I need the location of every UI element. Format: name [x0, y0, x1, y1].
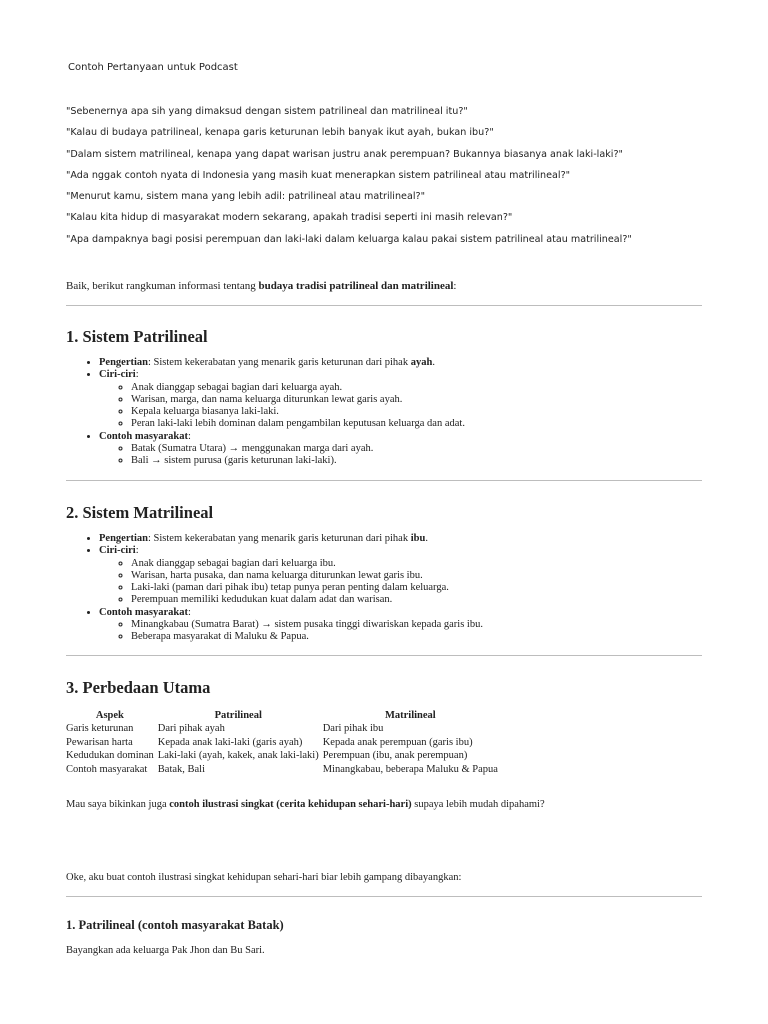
intro-paragraph: Baik, berikut rangkuman informasi tentang budaya tradisi patrilineal dan matrilineal:	[66, 280, 457, 292]
ciri-sublist	[99, 382, 465, 431]
list-item: ◦ Warisan, harta pusaka, dan nama keluarga diturunkan lewat garis ibu.	[131, 570, 483, 582]
table-cell: Kepada anak laki-laki (garis ayah)	[157, 736, 303, 748]
list-item: ◦ Kepala keluarga biasanya laki-laki.	[131, 406, 465, 418]
list-item: ◦ Batak (Sumatra Utara) → menggunakan marga dari ayah.	[131, 443, 465, 455]
list-item: ◦ Laki-laki (paman dari pihak ibu) tetap punya peran penting dalam keluarga.	[131, 582, 483, 594]
list-item-ciri: • Ciri-ciri: ◦ Anak dianggap sebagai bagian dari keluarga ayah. ◦ Warisan, marga, dan nama keluarga diturunkan lewat garis ayah. ◦ Kepala keluarga biasanya laki-laki. ◦ Peran laki-laki lebih dominan dalam pengambilan keputusan keluarga dan adat.	[99, 369, 465, 430]
table-cell: Laki-laki (ayah, kakek, anak laki-laki)	[157, 750, 319, 762]
list-item: ◦ Warisan, marga, dan nama keluarga diturunkan lewat garis ayah.	[131, 394, 465, 406]
ok-paragraph: Oke, aku buat contoh ilustrasi singkat kehidupan sehari-hari biar lebih gampang dibayangkan:	[66, 872, 462, 883]
table-cell: Batak, Bali	[157, 763, 206, 775]
column-header: Patrilineal	[214, 710, 262, 721]
table-cell: Perempuan (ibu, anak perempuan)	[322, 750, 468, 762]
section-divider	[66, 305, 702, 306]
section-heading-matrilineal: 2. Sistem Matrilineal	[66, 503, 214, 522]
section-heading-patrilineal: 1. Sistem Patrilineal	[66, 327, 208, 346]
table-cell: Dari pihak ibu	[322, 723, 384, 735]
table-cell: Kepada anak perempuan (garis ibu)	[322, 736, 473, 748]
podcast-question: "Kalau di budaya patrilineal, kenapa garis keturunan lebih banyak ikut ayah, bukan ibu?"	[66, 127, 494, 138]
table-row	[64, 763, 500, 776]
section-heading-perbedaan: 3. Perbedaan Utama	[66, 678, 211, 697]
table-cell: Kedudukan dominan	[66, 750, 154, 762]
offer-paragraph: Mau saya bikinkan juga contoh ilustrasi singkat (cerita kehidupan sehari-hari) supaya lebih mudah dipahami?	[66, 799, 545, 810]
list-item-pengertian: • Pengertian: Sistem kekerabatan yang menarik garis keturunan dari pihak ayah.	[99, 357, 465, 369]
section-divider	[66, 655, 702, 656]
ciri-sublist	[99, 558, 483, 607]
comparison-table	[64, 709, 500, 776]
list-item-contoh: • Contoh masyarakat: ◦ Batak (Sumatra Utara) → menggunakan marga dari ayah. ◦ Bali → sistem purusa (garis keturunan laki-laki).	[99, 431, 465, 468]
table-cell: Contoh masyarakat	[66, 763, 148, 775]
contoh-sublist	[99, 443, 465, 468]
list-item: ◦ Minangkabau (Sumatra Barat) → sistem pusaka tinggi diwariskan kepada garis ibu.	[131, 619, 483, 631]
section-divider	[66, 480, 702, 481]
column-header: Matrilineal	[384, 710, 436, 721]
story-paragraph: Bayangkan ada keluarga Pak Jhon dan Bu Sari.	[66, 945, 265, 956]
podcast-question: "Dalam sistem matrilineal, kenapa yang dapat warisan justru anak perempuan? Bukannya biasanya anak laki-laki?"	[66, 149, 623, 160]
podcast-question: "Ada nggak contoh nyata di Indonesia yang masih kuat menerapkan sistem patrilineal atau matrilineal?"	[66, 170, 571, 181]
list-item: ◦ Perempuan memiliki kedudukan kuat dalam adat dan warisan.	[131, 594, 483, 606]
list-item: ◦ Anak dianggap sebagai bagian dari keluarga ibu.	[131, 558, 483, 570]
table-row	[64, 736, 500, 749]
table-cell: Dari pihak ayah	[157, 723, 225, 735]
matrilineal-list	[66, 533, 483, 644]
table-cell: Minangkabau, beberapa Maluku & Papua	[322, 763, 498, 775]
table-cell: Garis keturunan	[66, 723, 134, 735]
podcast-question: "Sebenernya apa sih yang dimaksud dengan sistem patrilineal dan matrilineal itu?"	[66, 106, 468, 117]
document-title: Contoh Pertanyaan untuk Podcast	[68, 62, 238, 73]
list-item-ciri: • Ciri-ciri: ◦ Anak dianggap sebagai bagian dari keluarga ibu. ◦ Warisan, harta pusaka, dan nama keluarga diturunkan lewat garis ibu. ◦ Laki-laki (paman dari pihak ibu) tetap punya peran penting dalam keluarga. ◦ Perempuan memiliki kedudukan kuat dalam adat dan warisan.	[99, 545, 483, 606]
contoh-sublist	[99, 619, 483, 644]
list-item: ◦ Bali → sistem purusa (garis keturunan laki-laki).	[131, 455, 465, 467]
patrilineal-list	[66, 357, 465, 468]
table-row	[64, 722, 500, 735]
list-item-contoh: • Contoh masyarakat: ◦ Minangkabau (Sumatra Barat) → sistem pusaka tinggi diwariskan kepada garis ibu. ◦ Beberapa masyarakat di Maluku & Papua.	[99, 607, 483, 644]
subheading-patrilineal-batak: 1. Patrilineal (contoh masyarakat Batak)	[66, 918, 284, 932]
podcast-question: "Apa dampaknya bagi posisi perempuan dan laki-laki dalam keluarga kalau pakai sistem patrilineal atau matrilineal?"	[66, 234, 632, 245]
podcast-question: "Menurut kamu, sistem mana yang lebih adil: patrilineal atau matrilineal?"	[66, 191, 426, 202]
podcast-question: "Kalau kita hidup di masyarakat modern sekarang, apakah tradisi seperti ini masih relevan?"	[66, 212, 513, 223]
table-cell: Pewarisan harta	[66, 736, 133, 748]
table-header-row	[64, 709, 500, 722]
table-row	[64, 749, 500, 762]
list-item: ◦ Peran laki-laki lebih dominan dalam pengambilan keputusan keluarga dan adat.	[131, 418, 465, 430]
list-item: ◦ Anak dianggap sebagai bagian dari keluarga ayah.	[131, 382, 465, 394]
list-item-pengertian: • Pengertian: Sistem kekerabatan yang menarik garis keturunan dari pihak ibu.	[99, 533, 483, 545]
section-divider	[66, 896, 702, 897]
list-item: ◦ Beberapa masyarakat di Maluku & Papua.	[131, 631, 483, 643]
column-header: Aspek	[95, 710, 124, 721]
